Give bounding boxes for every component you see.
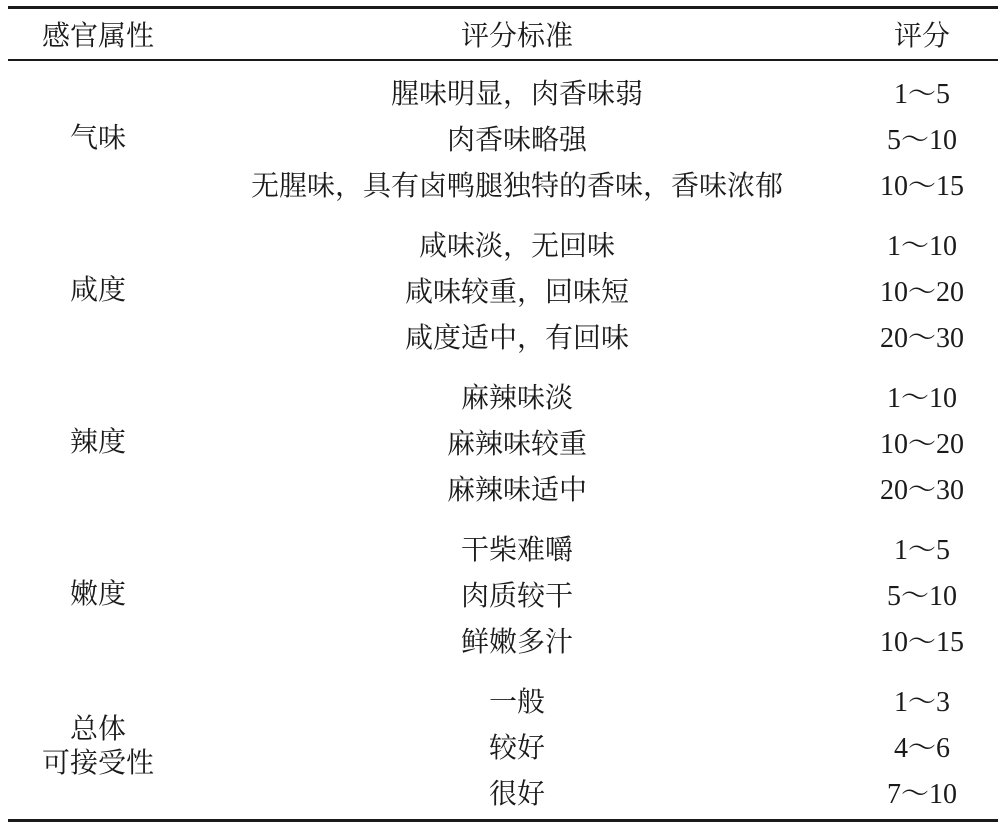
- table-row: [188, 617, 998, 663]
- criteria-cell: 肉香味略强: [446, 123, 587, 156]
- attribute-line: 嫩度: [69, 577, 126, 610]
- attribute-cell: [8, 221, 188, 359]
- attribute-cell: [8, 373, 188, 511]
- header-score: 评分: [893, 19, 950, 52]
- table-row: [188, 419, 998, 465]
- table-row: [188, 769, 998, 815]
- attribute-cell: [8, 525, 188, 663]
- criteria-cell: 麻辣味淡: [460, 381, 573, 414]
- criteria-cell: 干柴难嚼: [460, 533, 573, 566]
- criteria-cell: 无腥味，具有卤鸭腿独特的香味，香味浓郁: [250, 169, 783, 202]
- header-criteria: 评分标准: [460, 19, 573, 52]
- attribute-line: 总体: [69, 712, 126, 745]
- group-rows: [188, 677, 998, 815]
- group-rows: [188, 525, 998, 663]
- score-cell: 1～10: [886, 231, 957, 262]
- criteria-cell: 肉质较干: [460, 579, 573, 612]
- score-cell: 1～10: [886, 383, 957, 414]
- table-row: [188, 525, 998, 571]
- attribute-cell: [8, 677, 188, 815]
- attribute-line: 辣度: [69, 425, 126, 458]
- criteria-cell: 咸度适中，有回味: [404, 321, 629, 354]
- criteria-cell: 麻辣味较重: [446, 427, 587, 460]
- score-cell: 10～15: [879, 627, 964, 658]
- score-cell: 7～10: [886, 779, 957, 810]
- criteria-cell: 较好: [488, 731, 545, 764]
- table-group: [8, 373, 998, 511]
- criteria-cell: 一般: [488, 685, 545, 718]
- criteria-cell: 鲜嫩多汁: [460, 625, 573, 658]
- attribute-line: 气味: [69, 121, 126, 154]
- score-cell: 1～5: [893, 79, 950, 110]
- score-cell: 5～10: [886, 581, 957, 612]
- group-rows: [188, 221, 998, 359]
- score-cell: 20～30: [879, 475, 964, 506]
- score-cell: 1～5: [893, 535, 950, 566]
- table-group: [8, 525, 998, 663]
- table-row: [188, 161, 998, 207]
- score-cell: 1～3: [893, 687, 950, 718]
- criteria-cell: 咸味淡，无回味: [418, 229, 615, 262]
- attribute-line: 咸度: [69, 273, 126, 306]
- table-row: [188, 677, 998, 723]
- table-row: [188, 267, 998, 313]
- attribute-line: 可接受性: [41, 746, 154, 779]
- table-row: [188, 115, 998, 161]
- table-body: [8, 61, 998, 819]
- table-group: [8, 221, 998, 359]
- score-cell: 10～20: [879, 277, 964, 308]
- table-bottom-rule: [8, 819, 998, 822]
- score-cell: 20～30: [879, 323, 964, 354]
- table-row: [188, 723, 998, 769]
- group-rows: [188, 373, 998, 511]
- attribute-cell: [8, 69, 188, 207]
- table-row: [188, 571, 998, 617]
- criteria-cell: 麻辣味适中: [446, 473, 587, 506]
- table-header-row: [8, 9, 998, 59]
- table-row: [188, 221, 998, 267]
- table-row: [188, 465, 998, 511]
- criteria-cell: 咸味较重，回味短: [404, 275, 629, 308]
- criteria-cell: 很好: [488, 777, 545, 810]
- table-row: [188, 313, 998, 359]
- header-attribute: 感官属性: [41, 19, 154, 52]
- table-group: [8, 69, 998, 207]
- group-rows: [188, 69, 998, 207]
- table-row: [188, 373, 998, 419]
- score-cell: 5～10: [886, 125, 957, 156]
- table-group: [8, 677, 998, 815]
- table-row: [188, 69, 998, 115]
- sensory-evaluation-table: [8, 6, 998, 822]
- criteria-cell: 腥味明显，肉香味弱: [390, 77, 643, 110]
- score-cell: 10～15: [879, 171, 964, 202]
- score-cell: 4～6: [893, 733, 950, 764]
- score-cell: 10～20: [879, 429, 964, 460]
